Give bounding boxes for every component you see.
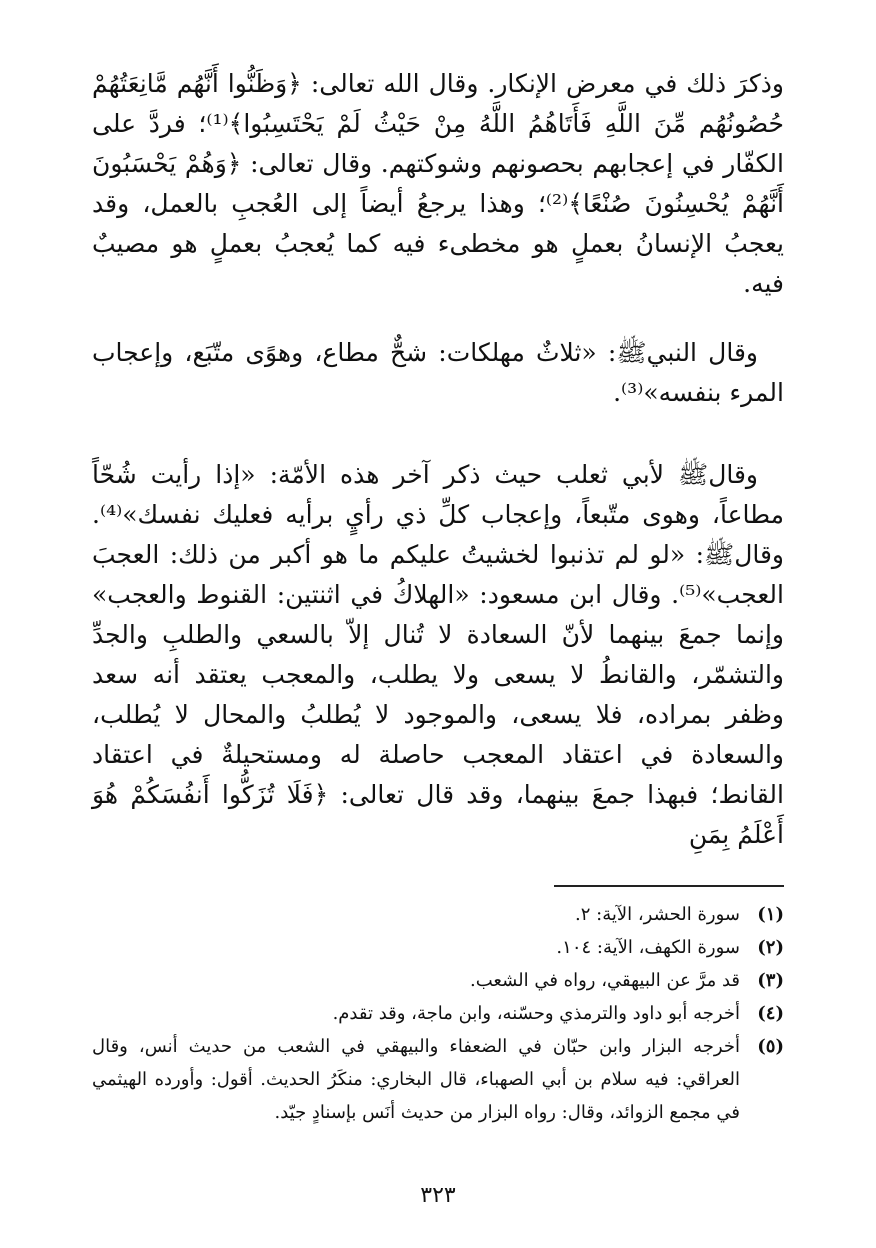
page-number: ٣٢٣ xyxy=(420,1183,456,1208)
paragraph-2: وقال النبيﷺ: «ثلاثٌ مهلكات: شحٌّ مطاع، وهوًى متّبَع، وإعجاب المرء بنفسه»⁽³⁾. xyxy=(92,338,784,407)
footnote-divider xyxy=(554,885,784,887)
footnotes-list xyxy=(92,898,784,1129)
footnote-number: (١) xyxy=(757,904,784,925)
footnote-number: (٢) xyxy=(757,937,784,958)
footnote-text: أخرجه أبو داود والترمذي وحسّنه، وابن ماجة، وقد تقدم. xyxy=(332,1003,740,1024)
paragraph-3: وقالﷺ لأبي ثعلب حيث ذكر آخر هذه الأمّة: «إذا رأيت شُحّاً مطاعاً، وهوى متّبعاً، وإعجاب كلِّ ذي رأيٍ برأيه فعليك نفسك»⁽⁴⁾. وقالﷺ: «لو لم تذنبوا لخشيتُ عليكم ما هو أكبر من ذلك: العجبَ العجب»⁽⁵⁾. وقال ابن مسعود: «الهلاكُ في اثنتين: القنوط والعجب» وإنما جمعَ بينهما لأنّ السعادة لا تُنال إلاّ بالسعي والطلبِ والجدِّ والتشمّر، والقانطُ لا يسعى ولا يطلب، والمعجب يعتقد أنه سعد وظفر بمراده، فلا يسعى، والموجود لا يُطلبُ والمحال لا يُطلب، والسعادة في اعتقاد المعجب حاصلة له ومستحيلةٌ في اعتقاد القانط؛ فبهذا جمعَ بينهما، وقد قال تعالى: ﴿فَلَا تُزَكُّوا أَنفُسَكُمْ هُوَ أَعْلَمُ بِمَنِ xyxy=(92,460,785,849)
footnote-number: (٤) xyxy=(757,1003,784,1024)
footnote-text: قد مرَّ عن البيهقي، رواه في الشعب. xyxy=(469,970,740,991)
footnote-text: سورة الحشر، الآية: ٢. xyxy=(575,904,740,925)
footnote-number: (٥) xyxy=(757,1036,784,1057)
footnote-4 xyxy=(92,997,784,1030)
footnote-3 xyxy=(92,964,784,997)
footnote-number: (٣) xyxy=(757,970,784,991)
footnote-5 xyxy=(92,1030,784,1129)
footnote-text: أخرجه البزار وابن حبّان في الضعفاء والبيهقي في الشعب من حديث أنس، وقال العراقي: فيه سلام بن أبي الصهباء، قال البخاري: منكَرُ الحديث. أقول: وأورده الهيثمي في مجمع الزوائد، وقال: رواه البزار من حديث أنَس بإسنادٍ جيّد. xyxy=(92,1036,740,1123)
paragraph-1: وذكرَ ذلك في معرض الإنكار. وقال الله تعالى: ﴿وَظَنُّوا أَنَّهُم مَّانِعَتُهُمْ حُصُونُهُم مِّنَ اللَّهِ فَأَتَاهُمُ اللَّهُ مِنْ حَيْثُ لَمْ يَحْتَسِبُوا﴾⁽¹⁾؛ فردَّ على الكفّار في إعجابهم بحصونهم وشوكتهم. وقال تعالى: ﴿وَهُمْ يَحْسَبُونَ أَنَّهُمْ يُحْسِنُونَ صُنْعًا﴾⁽²⁾؛ وهذا يرجعُ أيضاً إلى العُجبِ بالعمل، وقد يعجبُ الإنسانُ بعملٍ هو مخطىء فيه كما يُعجبُ بعملٍ هو مصيبٌ فيه. xyxy=(92,69,784,298)
footnote-2 xyxy=(92,931,784,964)
footnote-text: سورة الكهف، الآية: ١٠٤. xyxy=(556,937,740,958)
footnote-1 xyxy=(92,898,784,931)
